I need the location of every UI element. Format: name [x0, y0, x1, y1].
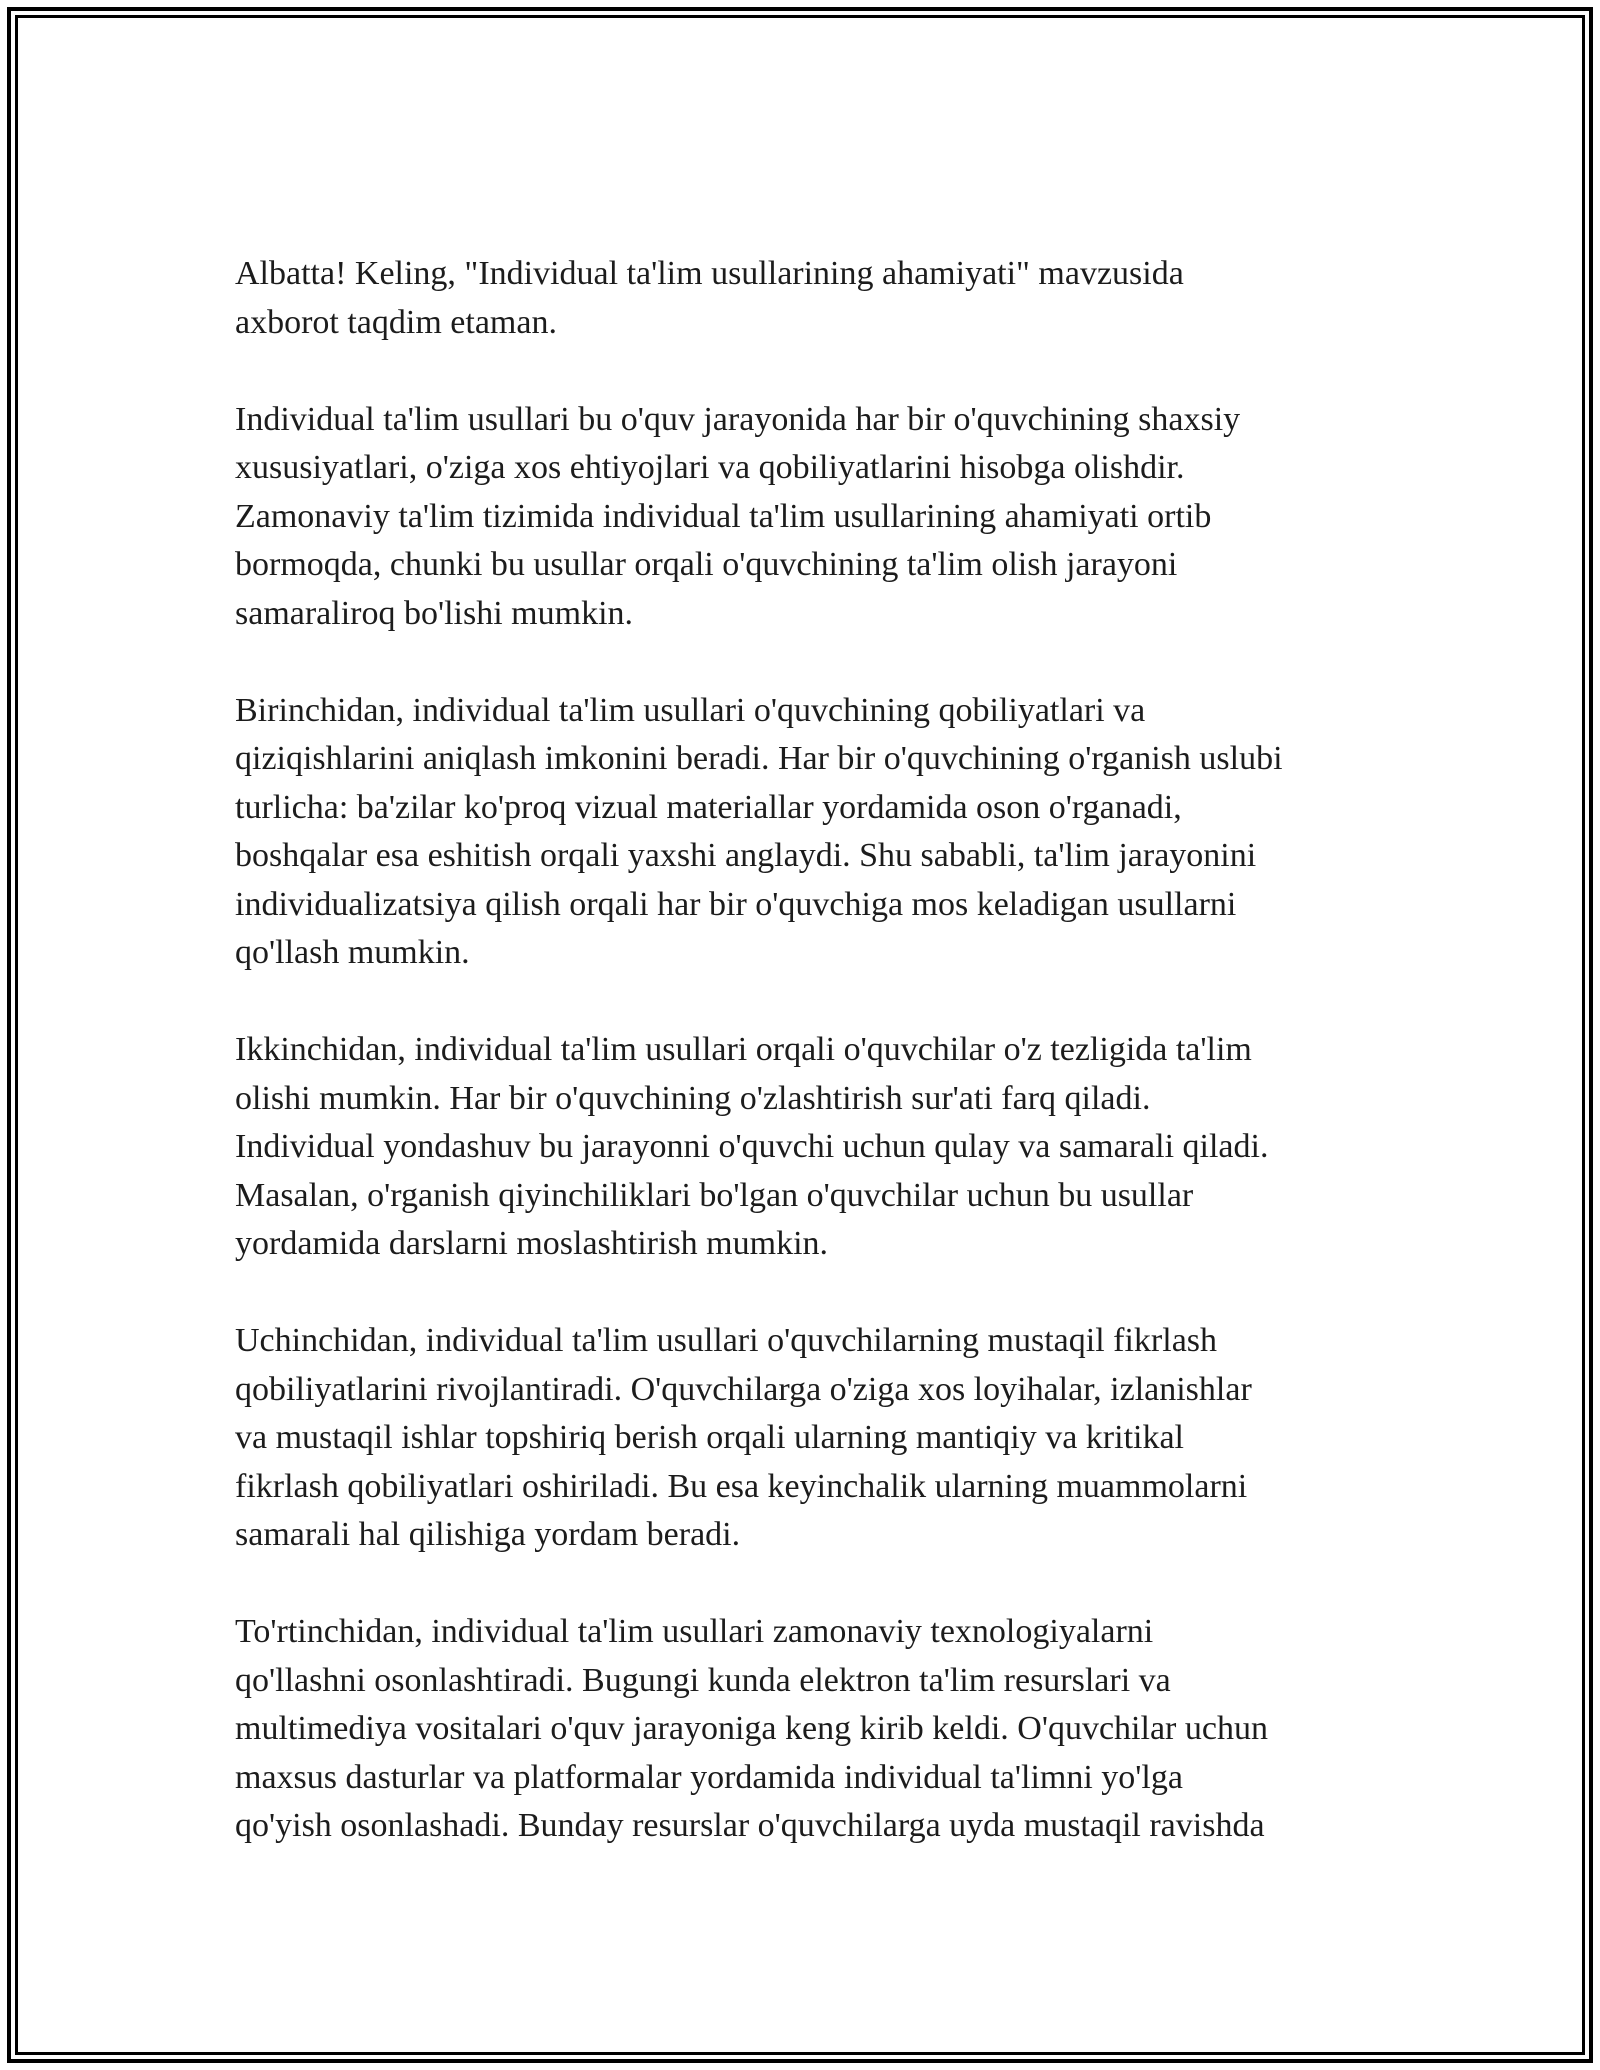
- text-line: axborot taqdim etaman.: [235, 303, 557, 341]
- paragraph-third-point: [235, 1317, 1375, 1560]
- paragraph-fourth-point: [235, 1608, 1375, 1851]
- text-line: Albatta! Keling, "Individual ta'lim usullarining ahamiyati" mavzusida: [235, 255, 1184, 292]
- text-line: olishi mumkin. Har bir o'quvchining o'zlashtirish sur'ati farq qiladi.: [235, 1079, 1151, 1117]
- text-line: Ikkinchidan, individual ta'lim usullari orqali o'quvchilar o'z tezligida ta'lim: [235, 1031, 1252, 1068]
- paragraph-definition: [235, 396, 1375, 639]
- text-line: Individual ta'lim usullari bu o'quv jarayonida har bir o'quvchining shaxsiy: [235, 400, 1241, 438]
- text-line: fikrlash qobiliyatlari oshiriladi. Bu esa keyinchalik ularning muammolarni: [235, 1467, 1248, 1505]
- text-line: qo'llashni osonlashtiradi. Bugungi kunda elektron ta'lim resurslari va: [235, 1661, 1171, 1699]
- text-line: qo'yish osonlashadi. Bunday resurslar o'quvchilarga uyda mustaqil ravishda: [235, 1807, 1265, 1844]
- paragraph-first-point: [235, 687, 1375, 978]
- text-line: samaraliroq bo'lishi mumkin.: [235, 594, 634, 632]
- text-line: maxsus dasturlar va platformalar yordamida individual ta'limni yo'lga: [235, 1758, 1183, 1796]
- text-line: xususiyatlari, o'ziga xos ehtiyojlari va qobiliyatlarini hisobga olishdir.: [235, 449, 1185, 486]
- text-line: Individual yondashuv bu jarayonni o'quvchi uchun qulay va samarali qiladi.: [235, 1128, 1269, 1165]
- paragraph-intro: [235, 250, 1375, 347]
- document-body: [235, 250, 1375, 1899]
- text-line: boshqalar esa eshitish orqali yaxshi anglaydi. Shu sababli, ta'lim jarayonini: [235, 837, 1257, 874]
- text-line: samarali hal qilishiga yordam beradi.: [235, 1516, 741, 1553]
- text-line: bormoqda, chunki bu usullar orqali o'quvchining ta'lim olish jarayoni: [235, 546, 1178, 583]
- text-line: yordamida darslarni moslashtirish mumkin.: [235, 1225, 829, 1262]
- text-line: multimediya vositalari o'quv jarayoniga keng kirib keldi. O'quvchilar uchun: [235, 1710, 1268, 1747]
- text-line: individualizatsiya qilish orqali har bir o'quvchiga mos keladigan usullarni: [235, 885, 1237, 923]
- text-line: qobiliyatlarini rivojlantiradi. O'quvchilarga o'ziga xos loyihalar, izlanishlar: [235, 1370, 1252, 1408]
- text-line: turlicha: ba'zilar ko'proq vizual materiallar yordamida oson o'rganadi,: [235, 788, 1182, 826]
- text-line: Birinchidan, individual ta'lim usullari o'quvchining qobiliyatlari va: [235, 691, 1146, 729]
- text-line: va mustaqil ishlar topshiriq berish orqali ularning mantiqiy va kritikal: [235, 1419, 1184, 1456]
- text-line: To'rtinchidan, individual ta'lim usullari zamonaviy texnologiyalarni: [235, 1613, 1154, 1650]
- text-line: qiziqishlarini aniqlash imkonini beradi. Har bir o'quvchining o'rganish uslubi: [235, 740, 1283, 777]
- text-line: Masalan, o'rganish qiyinchiliklari bo'lgan o'quvchilar uchun bu usullar: [235, 1176, 1194, 1214]
- text-line: Uchinchidan, individual ta'lim usullari o'quvchilarning mustaqil fikrlash: [235, 1322, 1218, 1359]
- text-line: Zamonaviy ta'lim tizimida individual ta'lim usullarining ahamiyati ortib: [235, 497, 1212, 535]
- text-line: qo'llash mumkin.: [235, 934, 470, 971]
- paragraph-second-point: [235, 1026, 1375, 1269]
